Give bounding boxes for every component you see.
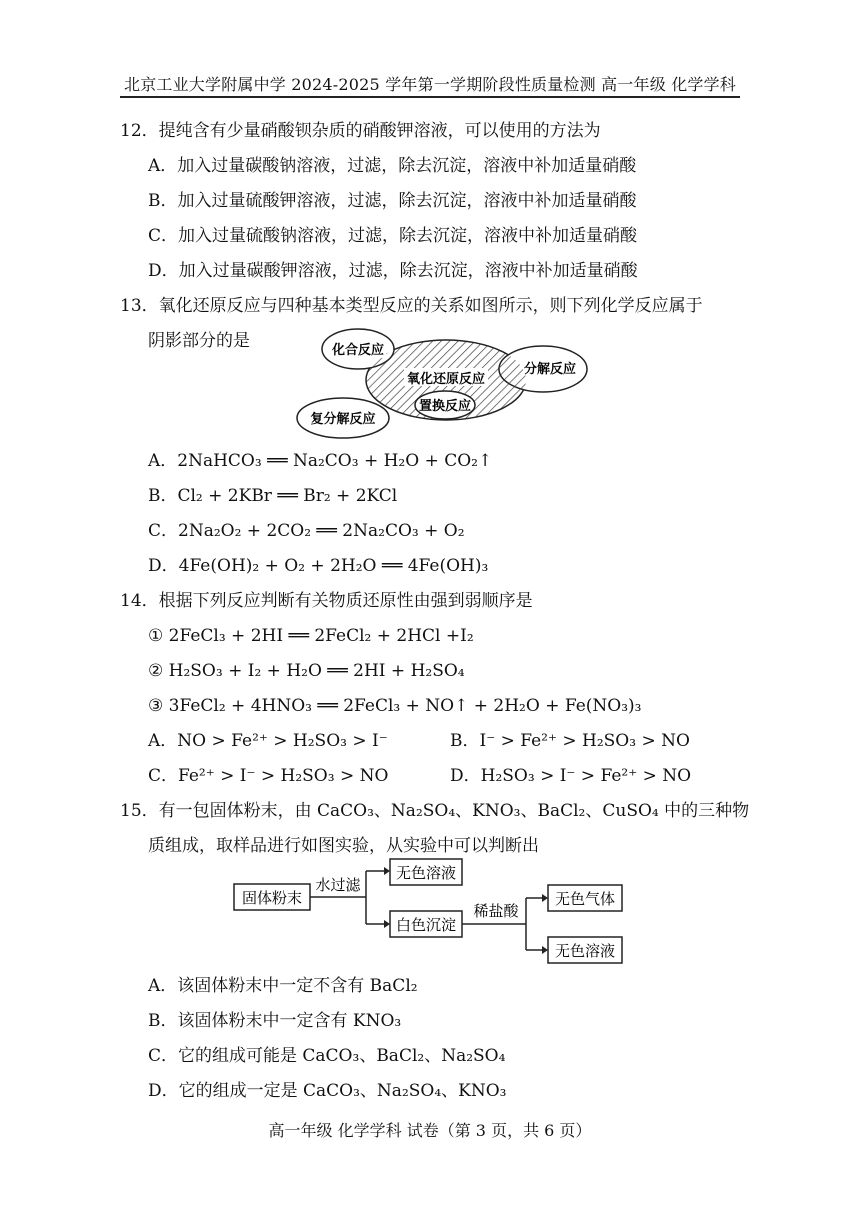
q14-reaction-1: ① 2FeCl₃ + 2HI ══ 2FeCl₂ + 2HCl +I₂: [148, 626, 474, 646]
q13-option-b: B．Cl₂ + 2KBr ══ Br₂ + 2KCl: [148, 486, 398, 506]
water-filter-label: 水过滤: [315, 876, 361, 894]
dilute-hcl-label: 稀盐酸: [473, 902, 519, 920]
q15-option-c: C．它的组成可能是 CaCO₃、BaCl₂、Na₂SO₄: [148, 1046, 506, 1066]
q13-stem-line2: 阴影部分的是: [148, 331, 250, 351]
q14-option-b: B．I⁻ > Fe²⁺ > H₂SO₃ > NO: [450, 731, 690, 751]
q12-option-c: C．加入过量硫酸钠溶液，过滤，除去沉淀，溶液中补加适量硝酸: [148, 226, 638, 246]
colorless-solution-label-1: 无色溶液: [395, 864, 457, 882]
double-label: 复分解反应: [310, 412, 376, 427]
q12-stem: 12．提纯含有少量硝酸钡杂质的硝酸钾溶液，可以使用的方法为: [120, 121, 601, 141]
q15-option-a: A．该固体粉末中一定不含有 BaCl₂: [148, 976, 418, 996]
q15-stem-line1: 15．有一包固体粉末，由 CaCO₃、Na₂SO₄、KNO₃、BaCl₂、CuSO₄ 中的三种物: [120, 801, 750, 821]
q14-reaction-2: ② H₂SO₃ + I₂ + H₂O ══ 2HI + H₂SO₄: [148, 661, 465, 681]
q14-reaction-3: ③ 3FeCl₂ + 4HNO₃ ══ 2FeCl₃ + NO↑ + 2H₂O + Fe(NO₃)₃: [148, 696, 642, 716]
q14-stem: 14．根据下列反应判断有关物质还原性由强到弱顺序是: [120, 591, 533, 611]
colorless-gas-label: 无色气体: [554, 890, 616, 908]
redox-label: 氧化还原反应: [406, 372, 486, 387]
solid-powder-label: 固体粉末: [241, 889, 303, 907]
q12-option-a: A．加入过量碳酸钠溶液，过滤，除去沉淀，溶液中补加适量硝酸: [148, 156, 637, 176]
q15-option-d: D．它的组成一定是 CaCO₃、Na₂SO₄、KNO₃: [148, 1081, 507, 1101]
experiment-flow-diagram: [230, 856, 630, 968]
q13-option-d: D．4Fe(OH)₂ + O₂ + 2H₂O ══ 4Fe(OH)₃: [148, 556, 489, 576]
decomposition-label: 分解反应: [523, 362, 577, 377]
displacement-label: 置换反应: [418, 399, 472, 414]
q13-stem-line1: 13．氧化还原反应与四种基本类型反应的关系如图所示，则下列化学反应属于: [120, 296, 703, 316]
q14-option-a: A．NO > Fe²⁺ > H₂SO₃ > I⁻: [148, 731, 388, 751]
white-precipitate-label: 白色沉淀: [395, 916, 457, 934]
q15-stem-line2: 质组成，取样品进行如图实验，从实验中可以判断出: [148, 836, 539, 856]
q13-option-a: A．2NaHCO₃ ══ Na₂CO₃ + H₂O + CO₂↑: [148, 451, 493, 471]
q12-option-d: D．加入过量碳酸钾溶液，过滤，除去沉淀，溶液中补加适量硝酸: [148, 261, 638, 281]
header-divider: [120, 96, 740, 98]
combination-label: 化合反应: [331, 343, 385, 358]
colorless-solution-label-2: 无色溶液: [554, 942, 616, 960]
q12-option-b: B．加入过量硫酸钾溶液，过滤，除去沉淀，溶液中补加适量硝酸: [148, 191, 637, 211]
q14-option-d: D．H₂SO₃ > I⁻ > Fe²⁺ > NO: [450, 766, 692, 786]
q13-option-c: C．2Na₂O₂ + 2CO₂ ══ 2Na₂CO₃ + O₂: [148, 521, 465, 541]
q14-option-c: C．Fe²⁺ > I⁻ > H₂SO₃ > NO: [148, 766, 389, 786]
page-header: 北京工业大学附属中学 2024-2025 学年第一学期阶段性质量检测 高一年级 化学学科: [124, 75, 736, 94]
reaction-relationship-diagram: [290, 322, 600, 440]
page-footer: 高一年级 化学学科 试卷（第 3 页，共 6 页）: [268, 1121, 592, 1140]
q15-option-b: B．该固体粉末中一定含有 KNO₃: [148, 1011, 402, 1031]
